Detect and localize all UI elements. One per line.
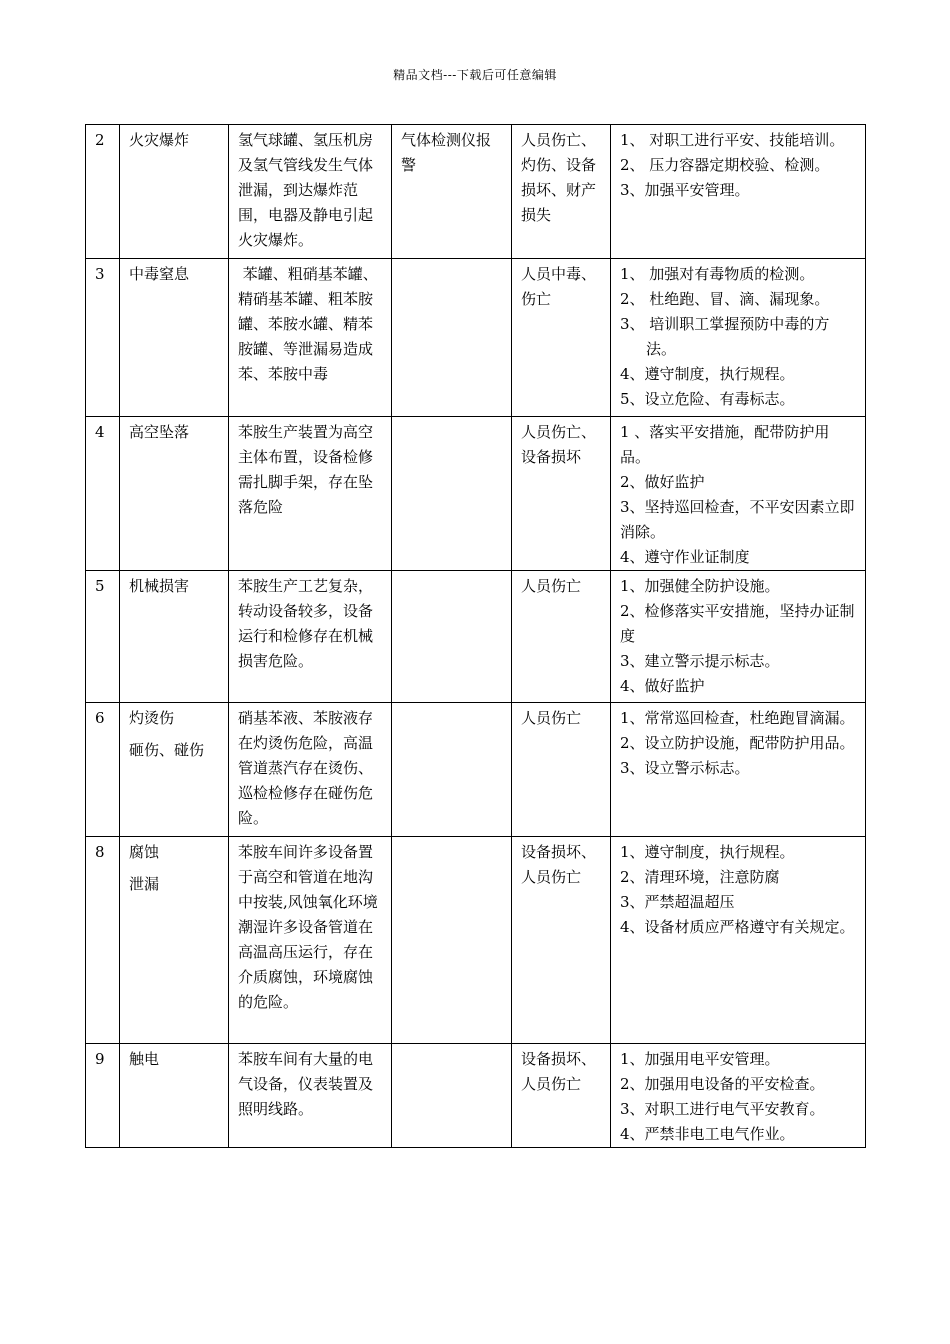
measure-item: 3、严禁超温超压 xyxy=(620,893,735,911)
hazard-type-cell xyxy=(120,1044,229,1148)
row-number: 8 xyxy=(86,837,120,1044)
measure-item: 4、遵守制度，执行规程。 xyxy=(620,365,795,383)
hazard-consequence: 设备损坏、人员伤亡 xyxy=(512,1044,611,1148)
table-row xyxy=(86,259,866,417)
measure-item: 1、遵守制度，执行规程。 xyxy=(620,843,795,861)
hazard-type: 中毒窒息 xyxy=(129,265,190,283)
table-row xyxy=(86,571,866,703)
measure-item: 1 、落实平安措施，配带防护用品。 xyxy=(620,423,830,466)
hazard-type: 泄漏 xyxy=(129,875,160,893)
measure-item: 3、对职工进行电气平安教育。 xyxy=(620,1100,825,1118)
hazard-cause: 苯胺车间有大量的电气设备，仪表装置及照明线路。 xyxy=(229,1044,392,1148)
row-number: 9 xyxy=(86,1044,120,1148)
hazard-consequence: 人员伤亡 xyxy=(512,703,611,837)
measure-item: 1、 加强对有毒物质的检测。 xyxy=(620,265,815,283)
prevention-measures xyxy=(611,1044,866,1148)
detection-method xyxy=(392,571,512,703)
prevention-measures xyxy=(611,571,866,703)
hazard-consequence: 人员伤亡 xyxy=(512,571,611,703)
measure-item: 3、设立警示标志。 xyxy=(620,759,750,777)
row-number: 5 xyxy=(86,571,120,703)
measure-item: 1、常常巡回检查，杜绝跑冒滴漏。 xyxy=(620,709,855,727)
hazard-cause: 苯胺生产工艺复杂，转动设备较多，设备运行和检修存在机械损害危险。 xyxy=(229,571,392,703)
page-header: 精品文档---下载后可任意编辑 xyxy=(393,68,557,82)
hazard-type: 触电 xyxy=(129,1050,160,1068)
measure-item: 2、设立防护设施，配带防护用品。 xyxy=(620,734,855,752)
hazard-type: 机械损害 xyxy=(129,577,190,595)
table-row xyxy=(86,417,866,571)
measure-item: 4、做好监护 xyxy=(620,677,705,695)
detection-method: 气体检测仪报警 xyxy=(392,125,512,259)
table-row xyxy=(86,703,866,837)
row-number: 3 xyxy=(86,259,120,417)
measure-item: 2、做好监护 xyxy=(620,473,705,491)
prevention-measures xyxy=(611,259,866,417)
detection-method xyxy=(392,1044,512,1148)
hazard-consequence: 设备损坏、人员伤亡 xyxy=(512,837,611,1044)
measure-item: 1、加强健全防护设施。 xyxy=(620,577,780,595)
prevention-measures xyxy=(611,703,866,837)
table-row xyxy=(86,125,866,259)
table-row xyxy=(86,837,866,1044)
hazard-type: 火灾爆炸 xyxy=(129,131,190,149)
prevention-measures xyxy=(611,417,866,571)
detection-method xyxy=(392,703,512,837)
hazard-cause: 氢气球罐、氢压机房及氢气管线发生气体泄漏，到达爆炸范围，电器及静电引起火灾爆炸。 xyxy=(229,125,392,259)
hazard-type-cell xyxy=(120,259,229,417)
hazard-cause: 苯罐、粗硝基苯罐、精硝基苯罐、粗苯胺罐、苯胺水罐、精苯胺罐、等泄漏易造成苯、苯胺中毒 xyxy=(229,259,392,417)
hazard-table xyxy=(85,124,866,1148)
measure-item: 4、设备材质应严格遵守有关规定。 xyxy=(620,918,855,936)
detection-method xyxy=(392,417,512,571)
measure-item: 4、遵守作业证制度 xyxy=(620,548,750,566)
measure-item: 2、 压力容器定期校验、检测。 xyxy=(620,156,830,174)
measure-item: 3、坚持巡回检查，不平安因素立即消除。 xyxy=(620,498,855,541)
hazard-cause: 苯胺生产装置为高空主体布置，设备检修需扎脚手架，存在坠落危险 xyxy=(229,417,392,571)
measure-item: 3、 培训职工掌握预防中毒的方法。 xyxy=(620,315,830,358)
measure-item: 5、设立危险、有毒标志。 xyxy=(620,390,795,408)
hazard-type-cell xyxy=(120,837,229,1044)
hazard-type: 高空坠落 xyxy=(129,423,190,441)
hazard-table-body xyxy=(86,125,866,1148)
measure-item: 3、建立警示提示标志。 xyxy=(620,652,780,670)
measure-item: 1、 对职工进行平安、技能培训。 xyxy=(620,131,845,149)
table-row xyxy=(86,1044,866,1148)
row-number: 2 xyxy=(86,125,120,259)
hazard-cause: 硝基苯液、苯胺液存在灼烫伤危险，高温管道蒸汽存在烫伤、巡检检修存在碰伤危险。 xyxy=(229,703,392,837)
measure-item: 3、加强平安管理。 xyxy=(620,181,750,199)
hazard-type: 腐蚀 xyxy=(129,843,160,861)
hazard-type-cell xyxy=(120,125,229,259)
measure-item: 1、加强用电平安管理。 xyxy=(620,1050,780,1068)
prevention-measures xyxy=(611,837,866,1044)
prevention-measures xyxy=(611,125,866,259)
measure-item: 2、 杜绝跑、冒、滴、漏现象。 xyxy=(620,290,830,308)
hazard-type-cell xyxy=(120,417,229,571)
measure-item: 2、检修落实平安措施，坚持办证制度 xyxy=(620,602,855,645)
hazard-consequence: 人员伤亡、设备损坏 xyxy=(512,417,611,571)
hazard-type-cell xyxy=(120,571,229,703)
hazard-type: 灼烫伤 xyxy=(129,709,175,727)
hazard-consequence: 人员伤亡、灼伤、设备损坏、财产损失 xyxy=(512,125,611,259)
measure-item: 2、清理环境，注意防腐 xyxy=(620,868,780,886)
detection-method xyxy=(392,259,512,417)
measure-item: 4、严禁非电工电气作业。 xyxy=(620,1125,795,1143)
hazard-type: 砸伤、碰伤 xyxy=(129,741,205,759)
hazard-consequence: 人员中毒、伤亡 xyxy=(512,259,611,417)
hazard-cause: 苯胺车间许多设备置于高空和管道在地沟中按装,风蚀氧化环境潮湿许多设备管道在高温高压运行，存在介质腐蚀，环境腐蚀的危险。 xyxy=(229,837,392,1044)
row-number: 6 xyxy=(86,703,120,837)
row-number: 4 xyxy=(86,417,120,571)
measure-item: 2、加强用电设备的平安检查。 xyxy=(620,1075,825,1093)
hazard-type-cell xyxy=(120,703,229,837)
detection-method xyxy=(392,837,512,1044)
